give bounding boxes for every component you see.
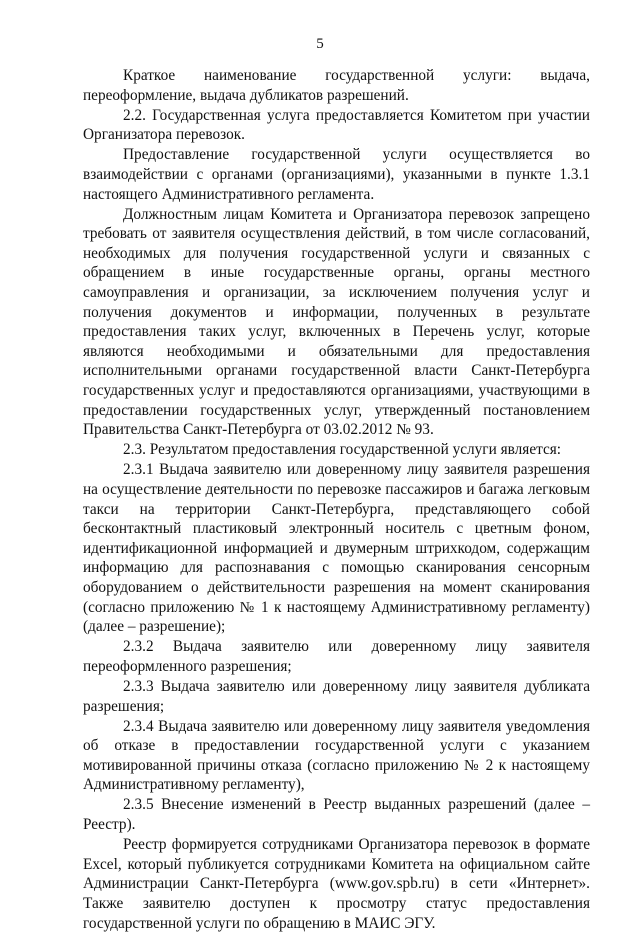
paragraph-2-3-3: 2.3.3 Выдача заявителю или доверенному лицу заявителя дубликата разрешения;	[83, 677, 590, 715]
page-number: 5	[316, 36, 324, 52]
paragraph-2-3-4: 2.3.4 Выдача заявителю или доверенному лицу заявителя уведомления об отказе в предоставлении государственной услуги с указанием мотивированной причины отказа (согласно приложению № 2 к настоящему Административному регламенту),	[83, 717, 590, 794]
paragraph-short-service-name: Краткое наименование государственной услуги: выдача, переоформление, выдача дубликатов разрешений.	[83, 67, 590, 104]
paragraph-prohibition: Должностным лицам Комитета и Организатора перевозок запрещено требовать от заявителя осуществления действий, в том числе согласований, необходимых для получения государственной услуги и связанных с обращением в иные государственные органы, органы местного самоуправления и организации, за исключением получения услуг и получения документов и информации, полученных в результате предоставления таких услуг, включенных в Перечень услуг, которые являются необходимыми и обязательными для предоставления исполнительными органами государственной власти Санкт-Петербурга государственных услуг и предоставляются организациями, участвующими в предоставлении государственных услуг, утвержденный постановлением Правительства Санкт-Петербурга от 03.02.2012 № 93.	[83, 205, 590, 439]
paragraph-interaction: Предоставление государственной услуги осуществляется во взаимодействии с органами (организациями), указанными в пункте 1.3.1 настоящего Административного регламента.	[83, 146, 590, 203]
paragraph-registry: Реестр формируется сотрудниками Организатора перевозок в формате Excel, который публикуется сотрудниками Комитета на официальном сайте Администрации Санкт-Петербурга (www.gov.spb.ru) в сети «Интернет». Также заявителю доступен к просмотру статус предоставления государственной услуги по обращению в МАИС ЭГУ.	[83, 836, 590, 932]
paragraph-2-3-5: 2.3.5 Внесение изменений в Реестр выданных разрешений (далее – Реестр).	[83, 796, 590, 834]
paragraph-2-3-2: 2.3.2 Выдача заявителю или доверенному лицу заявителя переоформленного разрешения;	[83, 638, 590, 675]
paragraph-2-3: 2.3. Результатом предоставления государственной услуги является:	[123, 441, 562, 459]
document-body	[83, 66, 590, 933]
paragraph-2-3-1: 2.3.1 Выдача заявителю или доверенному лицу заявителя разрешения на осуществление деятельности по перевозке пассажиров и багажа легковым такси на территории Санкт-Петербурга, представляющего собой бесконтактный пластиковый электронный носитель с цветным фоном, идентификационной информацией и двумерным штрихкодом, содержащим информацию для распознавания с помощью сканирования сенсорным оборудованием о действительности разрешения на момент сканирования (согласно приложению № 1 к настоящему Административному регламенту) (далее – разрешение);	[83, 461, 590, 636]
paragraph-2-2: 2.2. Государственная услуга предоставляется Комитетом при участии Организатора перевозок.	[83, 106, 590, 144]
